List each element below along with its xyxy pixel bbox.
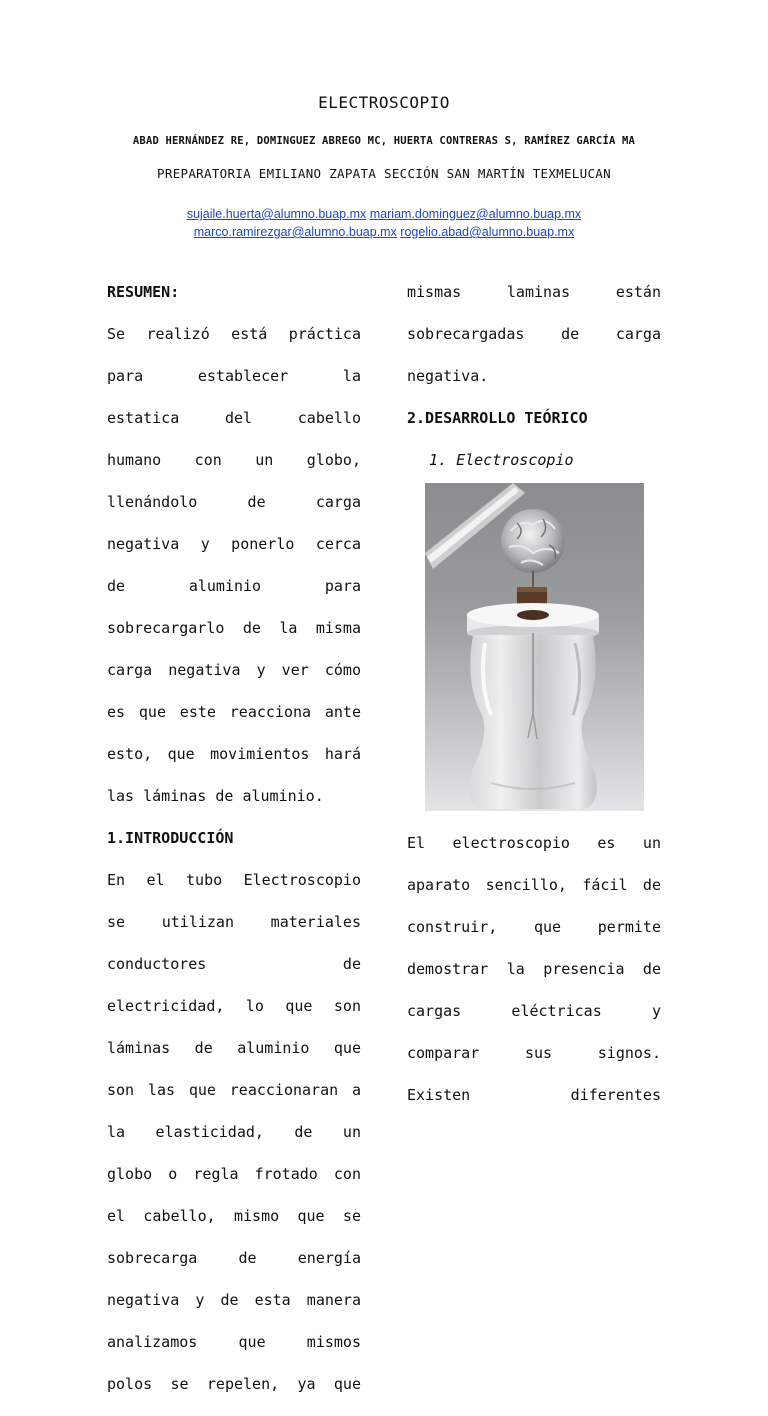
intro-line: el cabello, mismo que se [107, 1207, 361, 1225]
resumen-text [107, 324, 361, 807]
intro-line: negativa y de esta manera [107, 1291, 361, 1309]
resumen-line: las láminas de aluminio. [107, 787, 324, 805]
electroscope-photo [425, 483, 644, 811]
author-list: ABAD HERNÁNDEZ RE, DOMINGUEZ ABREGO MC, HUERTA CONTRERAS S, RAMÍREZ GARCÍA MA [132, 135, 636, 147]
resumen-line: humano con un globo, [107, 451, 361, 469]
resumen-line: Se realizó está práctica [107, 325, 361, 343]
intro-line: la elasticidad, de un [107, 1123, 361, 1141]
description-line: Existen diferentes [407, 1086, 661, 1104]
intro-line: sobrecarga de energía [107, 1249, 361, 1267]
intro-line: conductores de [107, 955, 361, 973]
left-column [107, 282, 361, 1416]
resumen-line: estatica del cabello [107, 409, 361, 427]
description-line: comparar sus signos. [407, 1044, 661, 1062]
continued-text [407, 282, 661, 387]
intro-line: En el tubo Electroscopio [107, 871, 361, 889]
electroscopio-subheading: 1. Electroscopio [429, 451, 574, 469]
description-line: demostrar la presencia de [407, 960, 661, 978]
email-link-huerta[interactable]: sujaile.huerta@alumno.buap.mx [186, 207, 367, 221]
affiliation: PREPARATORIA EMILIANO ZAPATA SECCIÓN SAN MARTÍN TEXMELUCAN [157, 166, 611, 181]
intro-line: globo o regla frotado con [107, 1165, 361, 1183]
intro-line: analizamos que mismos [107, 1333, 361, 1351]
intro-text [107, 870, 361, 1416]
intro-line: polos se repelen, ya que [107, 1375, 361, 1393]
resumen-line: es que este reacciona ante [107, 703, 361, 721]
desarrollo-heading: 2.DESARROLLO TEÓRICO [407, 409, 588, 427]
resumen-line: llenándolo de carga [107, 493, 361, 511]
paper-title: ELECTROSCOPIO [318, 93, 450, 112]
intro-line: electricidad, lo que son [107, 997, 361, 1015]
email-link-ramirez[interactable]: marco.ramirezgar@alumno.buap.mx [193, 225, 397, 239]
resumen-line: para establecer la [107, 367, 361, 385]
description-line: aparato sencillo, fácil de [407, 876, 661, 894]
email-line-1 [0, 205, 768, 223]
email-block [0, 205, 768, 241]
right-column [407, 282, 661, 1127]
email-link-dominguez[interactable]: mariam.dominguez@alumno.buap.mx [369, 207, 582, 221]
continued-line: mismas laminas están [407, 283, 661, 301]
resumen-line: sobrecargarlo de la misma [107, 619, 361, 637]
continued-line: negativa. [407, 367, 489, 385]
resumen-heading: RESUMEN: [107, 283, 180, 301]
description-line: construir, que permite [407, 918, 661, 936]
description-line: cargas eléctricas y [407, 1002, 661, 1020]
intro-line: láminas de aluminio que [107, 1039, 361, 1057]
email-link-abad[interactable]: rogelio.abad@alumno.buap.mx [400, 225, 575, 239]
intro-line: se utilizan materiales [107, 913, 361, 931]
electroscope-illustration [425, 483, 644, 811]
description-text [407, 833, 661, 1127]
email-line-2 [0, 223, 768, 241]
resumen-line: carga negativa y ver cómo [107, 661, 361, 679]
intro-line: son las que reaccionaran a [107, 1081, 361, 1099]
resumen-line: negativa y ponerlo cerca [107, 535, 361, 553]
continued-line: sobrecargadas de carga [407, 325, 661, 343]
resumen-line: esto, que movimientos hará [107, 745, 361, 763]
resumen-line: de aluminio para [107, 577, 361, 595]
description-line: El electroscopio es un [407, 834, 661, 852]
intro-heading: 1.INTRODUCCIÓN [107, 829, 234, 847]
